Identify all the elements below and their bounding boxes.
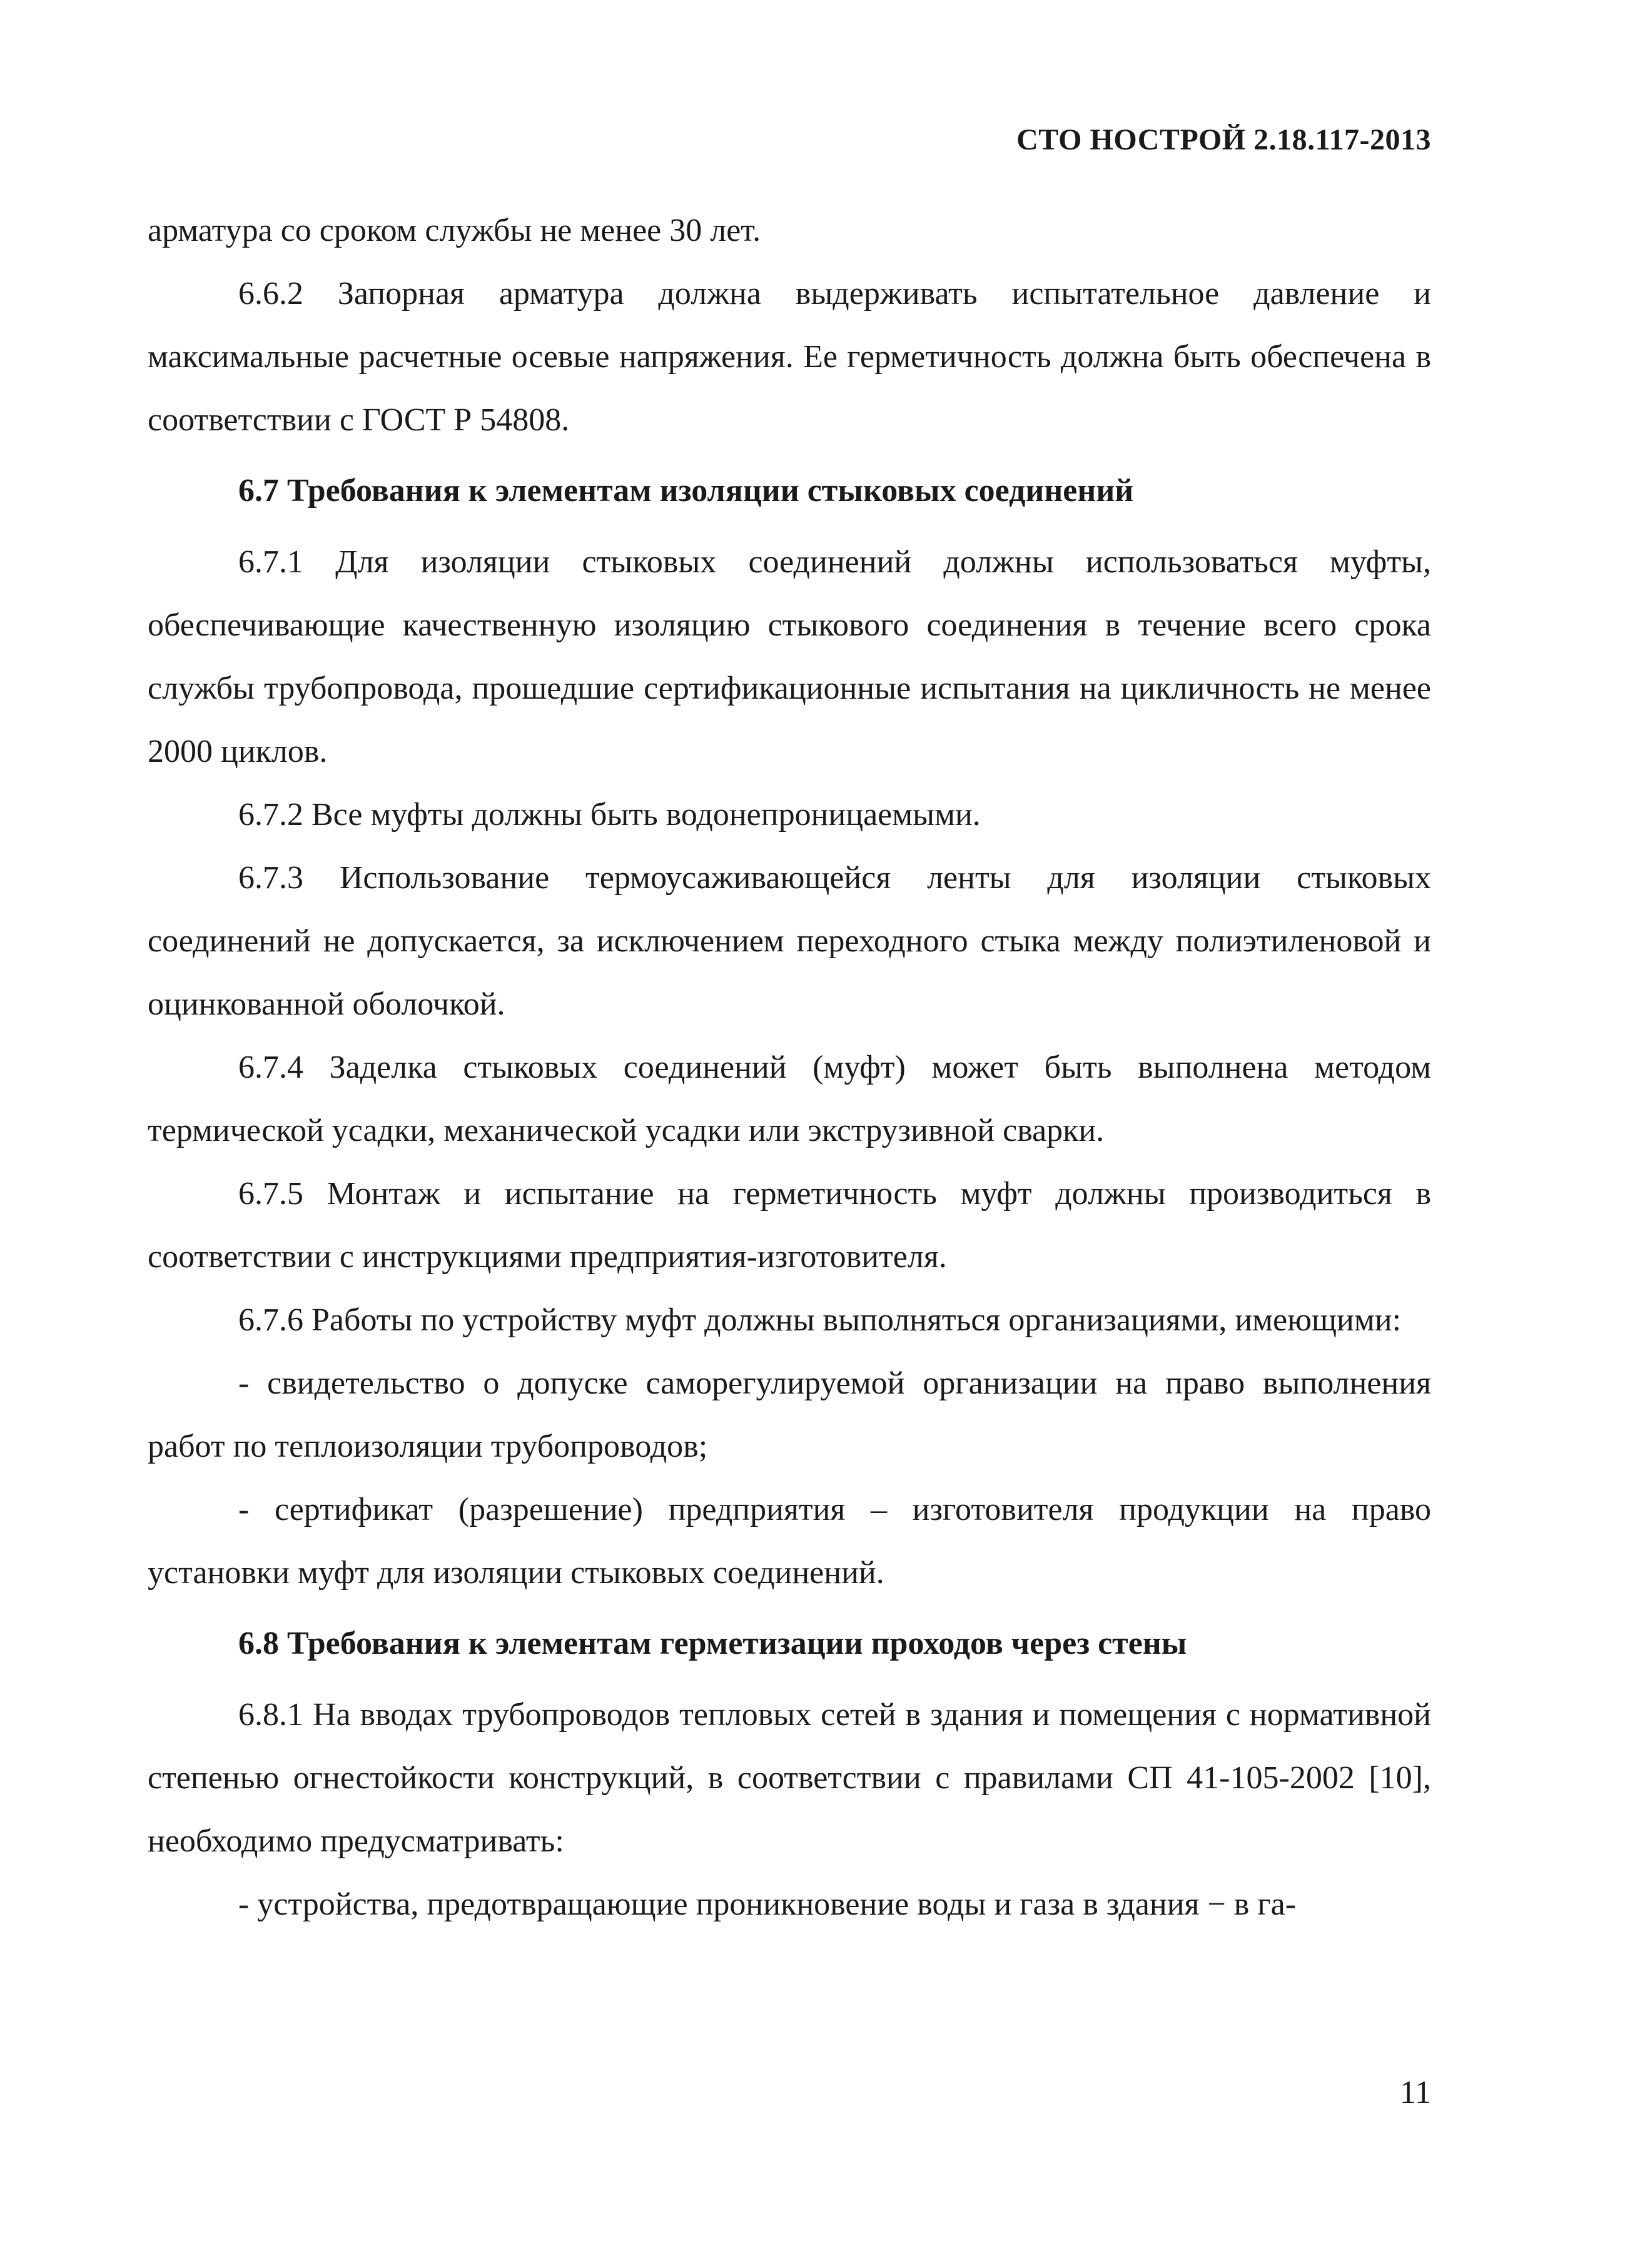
paragraph-6-7-2: 6.7.2 Все муфты должны быть водонепроницаемыми. [238, 797, 981, 833]
section-heading-6-8: 6.8 Требования к элементам герметизации проходов через стены [238, 1626, 1187, 1661]
paragraph-6-8-1: 6.8.1 На вводах трубопроводов тепловых сетей в здания и помещения с нормативной степенью огнестойкости конструкций, в соответствии с правилами СП 41-105-2002 [10], необходимо предусматривать: [148, 1697, 1431, 1859]
page-body [148, 199, 1431, 1936]
document-code-header: СТО НОСТРОЙ 2.18.117-2013 [1016, 123, 1431, 156]
section-heading-6-7: 6.7 Требования к элементам изоляции стыковых соединений [238, 473, 1134, 509]
list-item-water-gas-barrier: - устройства, предотвращающие проникновение воды и газа в здания − в га- [238, 1886, 1297, 1922]
paragraph-6-7-3: 6.7.3 Использование термоусаживающейся ленты для изоляции стыковых соединений не допускается, за исключением переходного стыка между полиэтиленовой и оцинкованной оболочкой. [148, 860, 1431, 1022]
page-number: 11 [1399, 2075, 1431, 2110]
paragraph-6-7-6: 6.7.6 Работы по устройству муфт должны выполняться организациями, имеющими: [238, 1302, 1402, 1338]
paragraph-6-7-5: 6.7.5 Монтаж и испытание на герметичность муфт должны производиться в соответствии с инструкциями предприятия-изготовителя. [148, 1176, 1431, 1275]
paragraph-continuation: арматура со сроком службы не менее 30 лет. [148, 213, 761, 248]
paragraph-6-7-4: 6.7.4 Заделка стыковых соединений (муфт) может быть выполнена методом термической усадки, механической усадки или экструзивной сварки. [148, 1050, 1431, 1148]
list-item-license: - свидетельство о допуске саморегулируемой организации на право выполнения работ по теплоизоляции трубопроводов; [148, 1365, 1431, 1464]
list-item-certificate: - сертификат (разрешение) предприятия – изготовителя продукции на право установки муфт для изоляции стыковых соединений. [148, 1492, 1431, 1591]
paragraph-6-6-2: 6.6.2 Запорная арматура должна выдерживать испытательное давление и максимальные расчетные осевые напряжения. Ее герметичность должна быть обеспечена в соответствии с ГОСТ Р 54808. [148, 276, 1431, 438]
paragraph-6-7-1: 6.7.1 Для изоляции стыковых соединений должны использоваться муфты, обеспечивающие качественную изоляцию стыкового соединения в течение всего срока службы трубопровода, прошедшие сертификационные испытания на цикличность не менее 2000 циклов. [148, 544, 1431, 769]
